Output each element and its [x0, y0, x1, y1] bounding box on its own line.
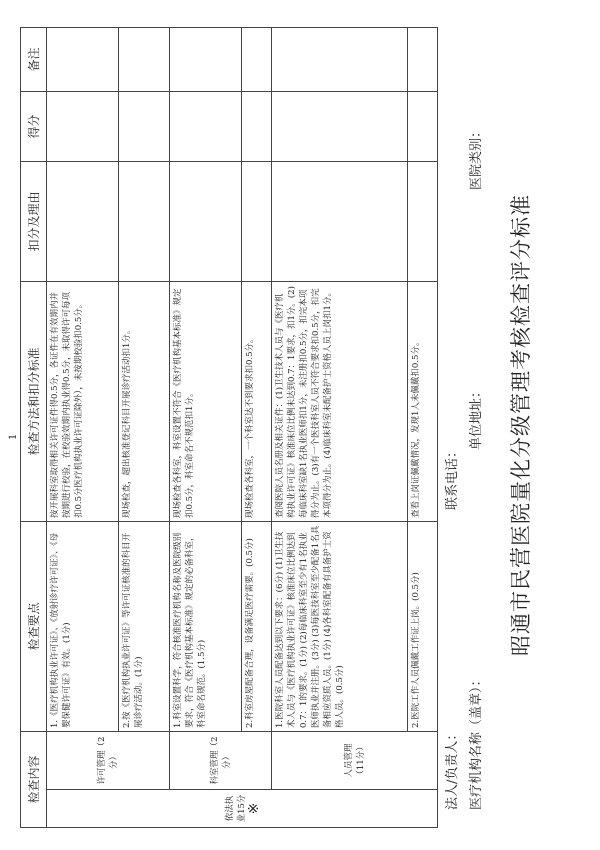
check-method: 查看上岗证佩戴情况，发现1人未佩戴扣0.5分。	[408, 281, 438, 521]
check-method: 按开展科室取得相关许可证件得0.5分，各证件在有效期内并按期进行校验，在校验效期内执业得0.5分，未取得许可每项扣0.5分医疗机构执业许可证除外），未按期校验扣0.5分。	[47, 281, 119, 521]
check-method: 查阅医院人员名册及相关证件：(1)卫生技术人员与《医疗机构执业许可证》核准床位比例未达到0.7：1要求，扣1分。(2)每临床科室缺1名执业医师扣1分，未注册扣0.5分，扣完本项得分为止。(3)有一个医技科室人员不符合要求扣0.5分，扣完本项得分为止。(4)临床科室未配备护士资格人员上岗扣1分。	[272, 281, 408, 521]
deduction-cell[interactable]	[272, 161, 408, 281]
legal-label: 法人/负责人：	[445, 727, 460, 810]
category-label: 医院类别：	[469, 124, 484, 190]
section-label: 依法执业15分	[225, 794, 247, 823]
header-method: 检查方法和扣分标准	[21, 281, 47, 521]
deduction-cell[interactable]	[170, 161, 242, 281]
group-name: 许可管理（2分）	[47, 731, 170, 789]
group-name: 人员管理（11分）	[272, 731, 438, 789]
note-cell[interactable]	[242, 27, 272, 91]
score-cell[interactable]	[47, 91, 119, 161]
note-cell[interactable]	[408, 27, 438, 91]
check-method: 现场检查各科室，科室设置不符合《医疗机构基本标准》规定扣0.5分，科室命名不规范扣1分。	[170, 281, 242, 521]
header-points: 检查要点	[21, 521, 47, 731]
score-cell[interactable]	[170, 91, 242, 161]
check-point: 1.科室设置科学，符合核准医疗机构名称及医院级别要求，符合《医疗机构基本标准》规定的必备科室，科室命名规范。(1.5分)	[170, 521, 242, 731]
header-note: 备注	[21, 27, 47, 91]
note-cell[interactable]	[272, 27, 408, 91]
note-cell[interactable]	[119, 27, 170, 91]
page-number: 1	[8, 433, 19, 440]
check-point: 1.《医疗机构执业许可证》、《放射诊疗许可证》、《母婴保健许可证》有效。(1分)	[47, 521, 119, 731]
check-method: 现场检查各科室，一个科室达不到要求扣0.5分。	[242, 281, 272, 521]
score-cell[interactable]	[272, 91, 408, 161]
deduction-cell[interactable]	[119, 161, 170, 281]
document-title: 昭通市民营医院量化分级管理考核检查评分标准	[509, 194, 533, 656]
header-content: 检查内容	[21, 731, 47, 827]
note-cell[interactable]	[170, 27, 242, 91]
deduction-cell[interactable]	[242, 161, 272, 281]
header-score: 得分	[21, 91, 47, 161]
header-deduction: 扣分及理由	[21, 161, 47, 281]
group-name: 科室管理（2分）	[170, 731, 272, 789]
org-name-label: 医疗机构名称（盖章）：	[469, 673, 484, 810]
note-cell[interactable]	[47, 27, 119, 91]
check-point: 2.科室房屋配备合理，设备满足医疗需要。(0.5分)	[242, 521, 272, 731]
check-point: 1.医院科室人员配备达到以下要求：(6分) (1)卫生技术人员与《医疗机构执业许可证》核准床位比例达到0.7：1的要求。(1分) (2)每临床科室至少有1名执业医师执业并注册。(3分) (3)每医技科室至少配备1名具备相应资质人员。(1分) (4)各科室配备有具备护士资格人员。(0.5分)	[272, 521, 408, 731]
deduction-cell[interactable]	[47, 161, 119, 281]
inspection-table	[20, 27, 438, 828]
score-cell[interactable]	[242, 91, 272, 161]
check-point: 2.医院工作人员佩戴工作证上岗。(0.5分)	[408, 521, 438, 731]
address-label: 单位地址：	[469, 384, 484, 450]
section-cell	[47, 790, 438, 828]
score-cell[interactable]	[119, 91, 170, 161]
section-mark: ※	[246, 802, 262, 815]
phone-label: 联系电话：	[445, 444, 460, 510]
score-cell[interactable]	[408, 91, 438, 161]
check-point: 2.按《医疗机构执业许可证》等许可证核准的科目开展诊疗活动。(1分)	[119, 521, 170, 731]
deduction-cell[interactable]	[408, 161, 438, 281]
check-method: 现场检查，超出核准登记科目开展诊疗活动扣1分。	[119, 281, 170, 521]
